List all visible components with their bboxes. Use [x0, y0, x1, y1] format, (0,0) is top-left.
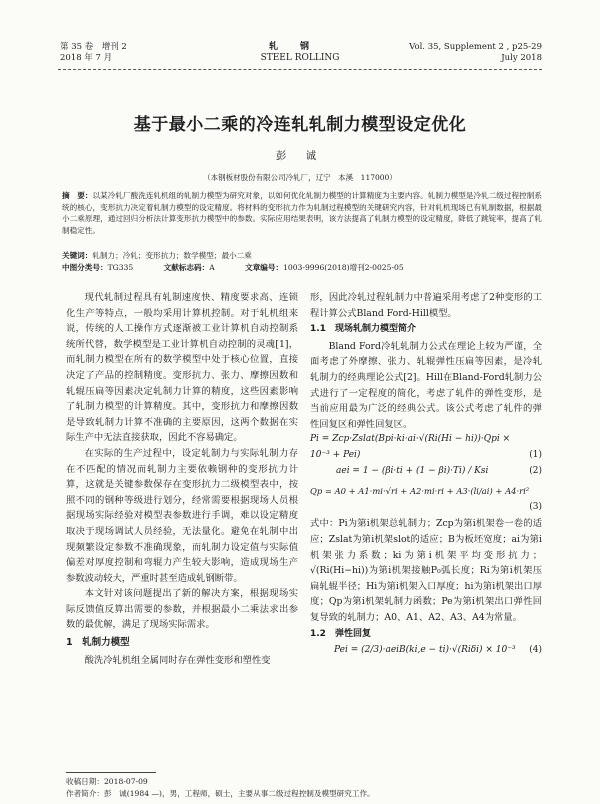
equation-4-body: Pei = (2/3)·aeiB(ki,e − ti)·√(Riδi) × 10⁻³ — [334, 645, 516, 656]
intro-paragraph-2: 在实际的生产过程中，设定轧制力与实际轧制力存在不匹配的情况而轧制力主要依赖钢种的变形抗力计算，这就是关键参数保存在变形抗力二级模型表中，按照不同的钢种等级进行划分，经常需要根据现场人员根据现场实际经验对模型表参数进行手调，难以设定精度取决于现场调试人员经验，无法量化。避免在轧制中出现频繁设定参数不准确现象，而轧制力设定值与实际值偏差对厚度控制和弯辊力产生较大影响，造成现场生产参数波动较大，严重时甚至造成轧钢断带。 — [66, 447, 298, 584]
right-column — [310, 290, 542, 663]
equation-2-number: (2) — [529, 466, 542, 477]
doc-code-value: A — [209, 263, 215, 272]
equation-1-number: (1) — [529, 450, 542, 461]
volume-en: Vol. 35, Supplement 2 , p25-29 — [409, 42, 542, 52]
author: 彭 诚 — [275, 150, 325, 162]
intro-paragraph-1: 现代轧制过程具有轧制速度快、精度要求高、连锁化生产等特点，一般均采用计算机控制。对于轧机组来说，传统的人工操作方式逐渐被工业计算机自动控制系统所代替，数学模型是工业计算机自动控制的灵魂[1]，而轧制力模型在所有的数学模型中处于核心位置，直接决定了产品的控制精度。变形抗力、张力、摩擦因数和轧辊压扁等因素决定轧制力计算的精度，这些因素影响了轧制力模型的计算精度。其中，变形抗力和摩擦因数是导致轧制力计算不准确的主要原因，这两个数据在实际生产中无法直接获取，因此不容易确定。 — [66, 292, 298, 444]
section-heading-1-1: 1.1 现场轧制力模型简介 — [310, 324, 416, 335]
keywords — [62, 250, 542, 261]
abstract-text: 以某冷轧厂酸洗连轧机组的轧制力模型为研究对象，以如何优化轧制力模型的计算精度为主要内容。轧制力模型是冷轧二级过程控制系统的核心，变形抗力决定着轧制力模型的设定精度。将材料的变形抗力作为轧制过程模型的关键研究内容，针对轧机现场已有轧制数据，根据最小二乘原理，通过回归分析法计算变形抗力模型中的参数。实际应用结果表明，该方法提高了轧制力模型的设定精度，降低了跳锭率，提高了轧制稳定性。 — [62, 191, 542, 235]
clc-value: TG335 — [107, 263, 134, 272]
section-heading-1: 1 轧制力模型 — [66, 637, 130, 649]
left-column — [66, 290, 298, 668]
classification — [62, 262, 542, 273]
section1-paragraph: 酸洗冷轧机组全属同时存在弹性变形和塑性变 — [84, 654, 271, 666]
header-divider — [58, 69, 542, 70]
date-cn: 2018 年 7 月 — [60, 53, 113, 63]
equation-1-line-b: 10⁻³ + Pei) — [310, 450, 361, 461]
journal-name-cn: 轧钢 — [268, 42, 331, 52]
clc-label: 中图分类号： — [62, 263, 108, 272]
doc-code-label: 文献标志码： — [163, 263, 210, 272]
paper-title: 基于最小二乘的冷连轧轧制力模型设定优化 — [133, 115, 467, 135]
model-paragraph: Bland Ford冷轧轧制力公式在理论上较为严谨，全面考虑了外摩擦、张力、轧辊弹性压扁等因素，是冷轧轧制力的经典理论公式[2]。Hill在Bland-Ford轧制力公式进行了一定程度的简化，考虑了轧件的弹性变形，是当前应用最为广泛的经典公式。该公式考虑了轧件的弹性回复区和弹性回复区。 — [310, 340, 542, 430]
volume-cn: 第 35 卷 增刊 2 — [60, 42, 127, 52]
equation-2-body: aei = 1 − (βi·ti + (1 − βi)·Ti) / Ksi — [336, 466, 489, 477]
header-right — [409, 42, 542, 64]
equation-1 — [310, 432, 542, 448]
journal-name-en: STEEL ROLLING — [260, 53, 340, 63]
footnote-divider — [66, 772, 156, 773]
intro-paragraph-3: 本文针对该问题提出了新的解决方案，根据现场实际反馈值反算出需要的参数，并根据最小二乘法求出参数的最优解，满足了现场实际需求。 — [66, 588, 298, 631]
keywords-text: 轧制力；冷轧；变形抗力；数学模型；最小二乘 — [92, 251, 252, 260]
keywords-label: 关键词： — [62, 251, 93, 260]
equation-2 — [310, 464, 542, 484]
continued-paragraph: 形，因此冷轧过程轧制力中普遍采用考虑了2种变形的工程计算公式Bland Ford-Hill模型。 — [310, 292, 542, 319]
author-note: 作者简介：彭 诚(1984 —)，男，工程师，硕士，主要从事二级过程控制及模型研究工作。 — [66, 789, 375, 798]
abstract-label: 摘 要： — [62, 191, 93, 200]
symbol-definitions: 式中：Pi为第i机架总轧制力；Zcp为第i机架卷一卷的适应；Zslat为第i机架slot的适应；B为板坯宽度；ai为第i机架张力系数；ki为第i机架平均变形抗力；√(Ri(Hi−hi))为第i机架接触P₀弧长度；Ri为第i机架压扁轧辊半径；Hi为第i机架入口厚度；hi为第i机架出口厚度；Qp为第i机架轧制力函数；Pe为第i机架出口弹性回复导致的轧制力；A0、A1、A2、A3、A4为常量。 — [310, 518, 542, 623]
affiliation: （本钢板材股份有限公司冷轧厂，辽宁 本溪 117000） — [203, 173, 397, 182]
section-heading-1-2: 1.2 弹性回复 — [310, 628, 371, 639]
abstract — [62, 190, 542, 236]
equation-3-body: Qp = A0 + A1·mi·√ri + A2·mi·ri + A3·(li/ai) + A4·ri² — [310, 486, 530, 497]
equation-4-number: (4) — [529, 645, 542, 656]
equation-4 — [310, 643, 542, 663]
article-no-label: 文章编号： — [245, 263, 284, 272]
equation-3 — [310, 484, 542, 500]
equation-3-number-row — [310, 500, 542, 516]
article-no-value: 1003-9996(2018)增刊2-0025-05 — [283, 263, 404, 272]
equation-3-number: (3) — [529, 502, 542, 513]
received-date: 收稿日期：2018-07-09 — [66, 777, 148, 786]
date-en: July 2018 — [501, 53, 542, 63]
equation-1-line-a: Pi = Zcp·Zslat(Bpi·ki·ai·√(Ri(Hi − hi))·Qpi × — [310, 434, 511, 445]
equation-1-cont — [310, 448, 542, 464]
